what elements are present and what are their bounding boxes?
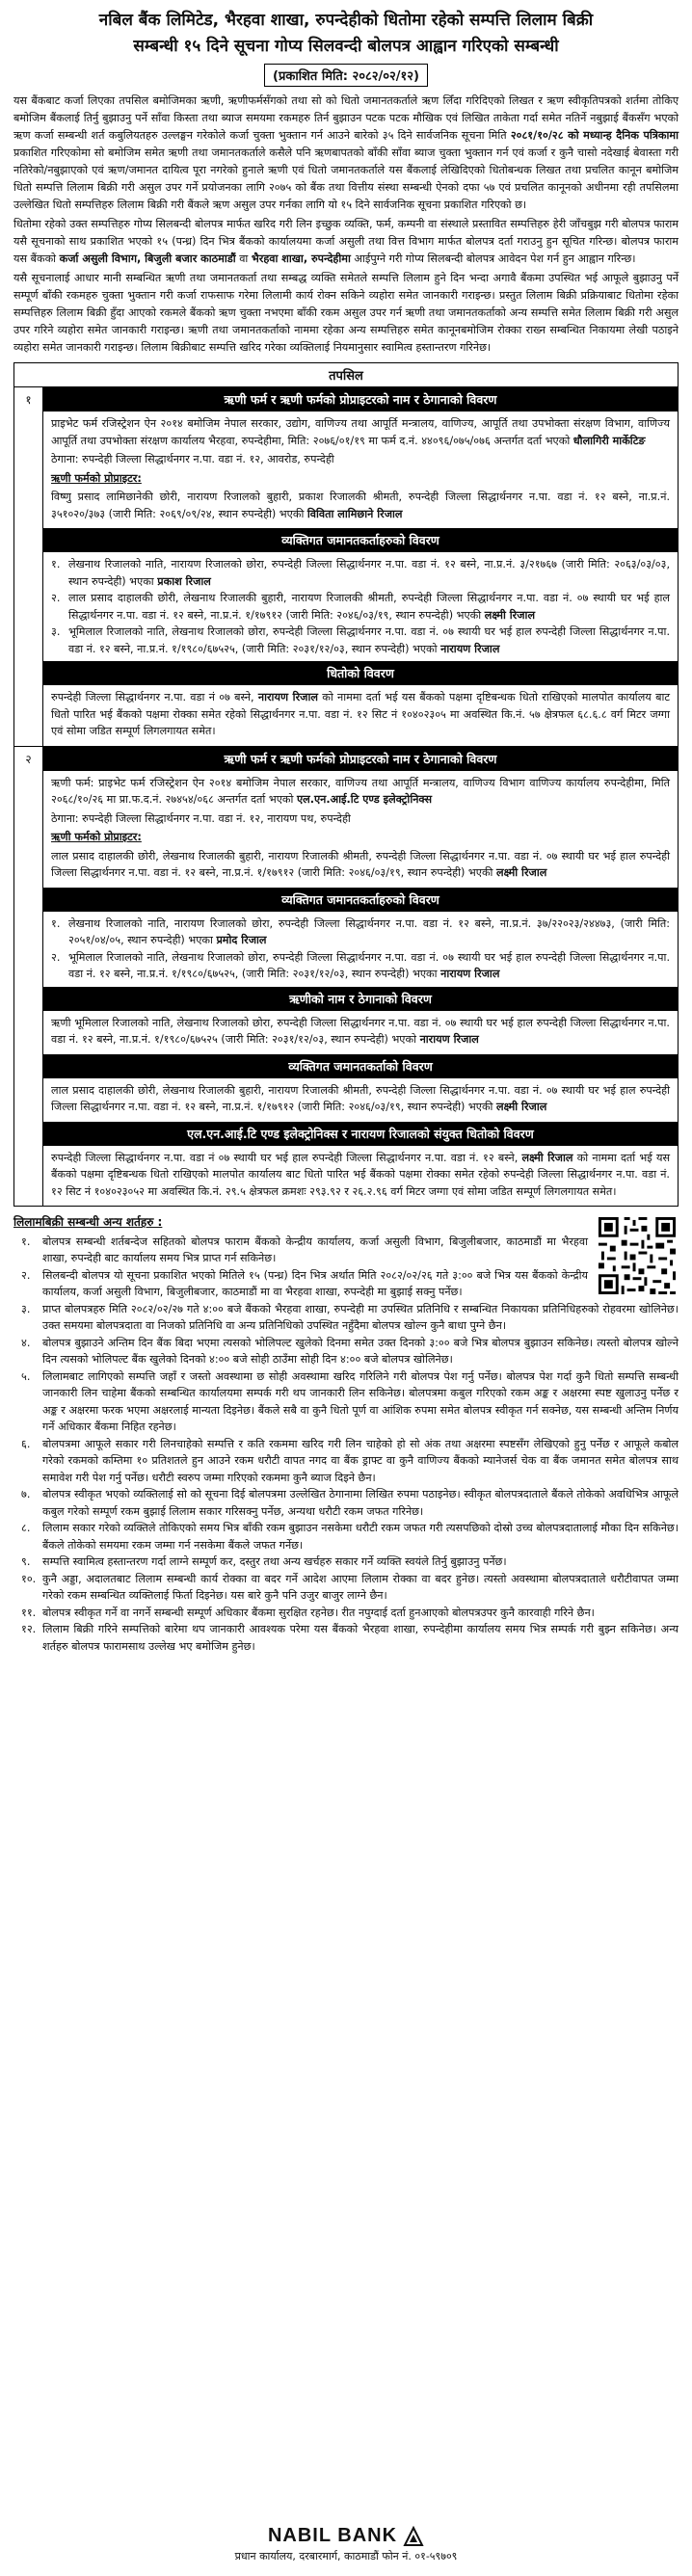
term-text: लिलाम सकार गरेको व्यक्तिले तोकिएको समय भित्र बाँकी रकम बुझाउन नसकेमा धरौटी रकम जफत गरी त्यसपछिको दोस्रो उच्च बोलपत्रदातालाई मौका दिन सकिनेछ। बैंकले तोकेको समयमा रकम जम्मा गर्न नसकेमा बैंकले जफत गर्नेछ। [42,1522,679,1552]
guarantor-item [51,916,670,949]
term-item [13,1301,679,1335]
term-number: १२. [21,1623,37,1635]
term-number: ३. [21,1302,31,1315]
proprietor-text: लाल प्रसाद दाहालकी छोरी, लेखनाथ रिजालकी बुहारी, नारायण रिजालकी श्रीमती, रुपन्देही जिल्ला सिद्धार्थनगर न.पा. वडा नं. ०७ स्थायी घर भई हाल रुपन्देही जिल्ला सिद्धार्थनगर न.पा. वडा नं. १२ बस्ने, ना.प्र.नं. १/१७९१२ (जारी मिति: २०४६/०३/१९, स्थान रुपन्देही) भएकी [51,849,670,879]
collateral-details [43,685,678,746]
term-text: सिलबन्दी बोलपत्र यो सूचना प्रकाशित भएको मितिले १५ (पन्ध्र) दिन भित्र अर्थात मिति २०८२/०२/२६ गते ३:०० बजे भित्र यस बैंकको केन्द्रीय कार्यालय, कर्जा असुली विभाग, बिजुलीबजार, काठमाडौं मा वा भैरहवा शाखा, रुपन्देही मा बुझाई सक्नु पर्नेछ। [42,1268,588,1298]
term-number: ४. [21,1336,31,1349]
group-serial: १ [14,387,43,746]
guarantor-name: लक्ष्मी रिजाल [484,608,536,622]
intro-p1-text: यस बैंकबाट कर्जा लिएका तपसिल बमोजिमका ऋणी, ऋणीफर्मसँगको तथा सो को धितो जमानतकर्ताले ऋण लिँदा गरिदिएको लिखत र ऋण स्वीकृतिपत्रको शर्तमा तोकिए बमोजिम बैंकलाई तिर्नु बुझाउनु पर्ने साँवा किस्ता तथा ब्याज समयमा रकमहरु तिर्न बुझाउन पटक पटक मौखिक एवं लिखित ताकेता गर्दा समेत नतिर्ने नबुझाई बैंकसँग भएको ऋण कर्जा सम्बन्धी शर्त कबुलियतहरु उल्लङ्घन गरेकोले कर्जा चुक्ता भुक्तान गर्न आउने बारेको ३५ दिने सार्वजनिक सूचना मिति [13,94,679,142]
guarantor-number: २. [51,592,61,604]
guarantor-2-details [43,1078,678,1122]
guarantor-name: प्रमोद रिजाल [216,934,267,946]
firm-text: प्राइभेट फर्म रजिस्ट्रेशन ऐन २०१४ बमोजिम नेपाल सरकार, उद्योग, वाणिज्य तथा आपूर्ति मन्त्रालय, वाणिज्य, आपूर्ति तथा उपभोक्ता संरक्षण विभाग, वाणिज्य आपूर्ति तथा उपभोक्ता संरक्षण कार्यालय भैरहवा, रुपन्देहीमा, मिति: २०७६/०१/१९ मा फर्म द.नं. ४४०९६/०७५/०७६ अन्तर्गत दर्ता भएको [51,417,670,447]
term-item [13,1267,588,1301]
firm-address: ठेगाना: रुपन्देही जिल्ला सिद्धार्थनगर न.पा. वडा नं. १२, आवरोड, रुपन्देही [51,453,334,465]
intro-p2-text: धितोमा रहेको उक्त सम्पत्तिहरु गोप्य सिलबन्दी बोलपत्र मार्फत खरिद गरी लिन इच्छुक व्यक्ति, फर्म, कम्पनी वा संस्थाले प्रस्तावित सम्पत्तिहरु हेरी जाँचबुझ गरी बोलपत्र फाराम यसै सूचनाको साथ प्रकाशित भएको १५ (पन्ध्र) दिन भित्र बैंकको कार्यालयमा कर्जा असुली तथा वित्त विभाग मार्फत बोलपत्र दर्ता गराउनु हुन सूचित गरिन्छ। बोलपत्र फाराम यस बैंकको [13,218,679,265]
bank-logo [0,2525,692,2547]
term-text: लिलाम बिक्री गरिने सम्पत्तिको बारेमा थप जानकारी आवश्यक परेमा यस बैंकको भैरहवा शाखा, रुपन्देहीमा कार्यालय समय भित्र सम्पर्क गरी बुझ्न सकिनेछ। अन्य शर्तहरु बोलपत्र फारामसाथ उल्लेख भए बमोजिम हुनेछ। [42,1623,679,1653]
guarantor-text: भूमिलाल रिजालको नाति, लेखनाथ रिजालको छोरा, रुपन्देही जिल्ला सिद्धार्थनगर न.पा. वडा नं. ०७ स्थायी घर भई हाल रुपन्देही जिल्ला सिद्धार्थनगर न.पा. वडा नं. १२ बस्ने, ना.प्र.नं. १/१९८०/६७५२५, (जारी मिति: २०३१/१२/०३, स्थान रुपन्देही) भएका [68,950,670,980]
term-text: बोलपत्र सम्बन्धी शर्तबन्देज सहितको बोलपत्र फाराम बैंकको केन्द्रीय कार्यालय, कर्जा असुली विभाग, बिजुलीबजार, काठमाडौं मा भैरहवा शाखा, रुपन्देही बाट कार्यालय समय भित्र प्राप्त गर्न सकिनेछ। [42,1235,588,1264]
proprietor-name: लक्ष्मी रिजाल [496,866,547,879]
collateral-rest: को नाममा दर्ता भई यस बैंकको पक्षमा दृष्टिबन्धक धितो राखिएको मालपोत कार्यालय बाट धितो पारित भई बैंकको पक्षमा रोक्का समेत रहेको सिद्धार्थनगर न.पा. वडा नं. १२ सिट नं १०४०२३०५ मा अवस्थित कि.नं. ५७ क्षेत्रफल ६८.६.८ वर्ग मिटर जग्गा एवं सोमा जडित सम्पूर्ण लिगलगायत समेत। [51,691,671,737]
intro-p2-rest: आईपुग्ने गरी गोप्य सिलबन्दी बोलपत्र आवेदन पेश गर्न हुन आह्वान गरिन्छ। [354,252,636,265]
term-item [13,1621,679,1655]
joint-collateral-details [43,1146,678,1207]
guarantor-text: भूमिलाल रिजालको नाति, लेखनाथ रिजालको छोरा, रुपन्देही जिल्ला सिद्धार्थनगर न.पा. वडा नं. ०७ स्थायी घर भई हाल रुपन्देही जिल्ला सिद्धार्थनगर न.पा. वडा नं. १२ बस्ने, ना.प्र.नं. १/१९८०/६७५२५, (जारी मिति: २०३१/१२/०३, स्थान रुपन्देही) भएको [68,625,670,655]
term-number: २. [21,1268,31,1282]
section-heading-guarantor-2: व्यक्तिगत जमानतकर्ताको विवरण [43,1054,678,1078]
firm-address: ठेगाना: रुपन्देही जिल्ला सिद्धार्थनगर न.पा. वडा नं. १२, नारायण पथ, रुपन्देही [51,811,351,825]
joint-collateral-text: रुपन्देही जिल्ला सिद्धार्थनगर न.पा. वडा नं ०७ स्थायी घर भई हाल रुपन्देही जिल्ला सिद्धार्थनगर न.पा. वडा नं. १२ बस्ने, [51,1151,519,1164]
term-number: ७. [21,1488,31,1500]
tapsil-group-1 [14,387,678,747]
term-item [13,1571,679,1605]
firm-details [43,771,678,888]
guarantor-text: लेखनाथ रिजालको नाति, नारायण रिजालको छोरा, रुपन्देही जिल्ला सिद्धार्थनगर न.पा. वडा नं. १२ बस्ने, ना.प्र.नं. ३७/२२०२३/२४४७३, (जारी मिति: २०५१/०४/०५, स्थान रुपन्देही) भएका [68,916,670,946]
firm-details [43,412,678,528]
term-text: प्राप्त बोलपत्रहरु मिति २०८२/०२/२७ गते ४:०० बजे बैंकको भैरहवा शाखा, रुपन्देही मा उपस्थित प्रतिनिधि र सम्बन्धित निकायका प्रतिनिधिहरुको रोहवरमा खोलिनेछ। उक्त समयमा बोलपत्रदाता वा निजको प्रतिनिधि वा अन्य प्रतिनिधिको उपस्थित नहुँदैमा बोलपत्र खोल्न कुनै बाधा पुग्ने छैन। [42,1302,679,1332]
term-item [13,1335,679,1368]
intro-p1-bold: २०८१/१०/२८ को मध्यान्ह दैनिक पत्रिकामा [510,129,679,142]
term-number: ९. [21,1555,31,1568]
guarantor-list [43,912,678,987]
tapsil-table [13,362,679,1207]
term-item [13,1486,679,1520]
borrower-text: ऋणी भूमिलाल रिजालको नाति, लेखनाथ रिजालको छोरा, रुपन्देही जिल्ला सिद्धार्थनगर न.पा. वडा नं. ०७ स्थायी घर भई हाल रुपन्देही जिल्ला सिद्धार्थनगर न.पा. वडा नं. १२ बस्ने, ना.प्र.नं. १/१९८०/६७५२५ (जारी मिति: २०३१/१२/०३, स्थान रुपन्देही) भएको [51,1016,670,1046]
notice-title-line-2: सम्बन्धी १५ दिने सूचना गोप्य सिलवन्दी बोलपत्र आह्वान गरिएको सम्बन्धी [133,37,559,56]
guarantor-name: प्रकाश रिजाल [157,574,211,588]
proprietor-label: ऋणी फर्मको प्रोप्राइटर: [51,471,142,485]
terms-title: लिलामबिक्री सम्बन्धी अन्य शर्तहरु : [13,1215,163,1229]
qr-code-icon[interactable] [596,1214,679,1297]
notice-title-line-1: नबिल बैंक लिमिटेड, भैरहवा शाखा, रुपन्देहीको धितोमा रहेको सम्पत्ति लिलाम बिक्री [98,11,594,30]
collateral-owner: नारायण रिजाल [257,691,318,704]
intro-p1-rest: प्रकाशित गरिएकोमा सो बमोजिम समेत ऋणी तथा जमानतकर्ताले कसैले पनि ऋणबापतको बाँकी साँवा ब्याज चुक्ता भुक्तान गर्न एवं कर्जा र कुनै चासो नदेखाई बेवास्ता गरी नतिरेको/नबुझाएको एवं ऋण/जमानत दायित्व पूरा नगरेको हुनाले ऋणी एवं धितो जमानतकर्ताले यस बैंकलाई लेखिदिएको धितोबन्धक लिखत तथा प्रचलित कानून बमोजिम धितो सम्पत्ति लिलाम बिक्री गरी असुल उपर गर्ने प्रयोजनका लागि २०७५ को बैंक तथा वित्तीय संस्था सम्बन्धी ऐनको दफा ५७ एवं प्रचलित कानूनको अधीनमा रही तपसिलमा उल्लेखित धितो सम्पत्तिहरु लिलाम बिक्री गरी बैंकले ऋण असुल उपर गर्नका लागि यो १५ दिने सार्वजनिक सूचना प्रकाशित गरिएको छ। [13,146,679,211]
publish-date: (प्रकाशित मिति: २०८२/०२/१२) [264,64,428,87]
guarantor-name: नारायण रिजाल [440,642,500,655]
guarantor-number: २. [51,950,61,964]
guarantor-text: लेखनाथ रिजालको नाति, नारायण रिजालको छोरा, रुपन्देही जिल्ला सिद्धार्थनगर न.पा. वडा नं. १२ बस्ने, ना.प्र.नं. ३/२१७६७ (जारी मिति: २०६३/०३/०३, स्थान रुपन्देही) भएका [68,558,670,588]
guarantor-number: ३. [51,625,61,638]
firm-text: ऋणी फर्म: प्राइभेट फर्म रजिस्ट्रेशन ऐन २०१४ बमोजिम नेपाल सरकार, वाणिज्य तथा आपूर्ति मन्त्रालय, वाणिज्य विभाग वाणिज्य कार्यालय रुपन्देहीमा, मिति २०६८/१०/२६ मा प्रा.फ.द.नं. २७४५४/०६८ अन्तर्गत दर्ता भएको [51,776,670,806]
term-text: बोलपत्र स्वीकृत गर्ने वा नगर्ने सम्बन्धी सम्पूर्ण अधिकार बैंकमा सुरक्षित रहनेछ। रीत नपुग्दाई दर्ता हुनआएको बोलपत्रउपर कुनै कारवाही गरिने छैन। [42,1606,595,1619]
guarantor-name: नारायण रिजाल [440,968,500,980]
intro-paragraph-2 [13,216,679,268]
nabil-logo-icon [403,2526,424,2547]
tapsil-group-2 [14,747,678,1207]
term-text: कुनै अड्डा, अदालतबाट लिलाम सम्बन्धी कार्य रोक्का वा बदर गर्ने आदेश आएमा लिलाम रोक्का वा बदर हुनेछ। त्यस्तो अवस्थामा बोलपत्रदाताले धरौटीवापत जम्मा गरेको रकम सम्बन्धित व्यक्तिलाई फिर्ता दिइनेछ। यस बारे कुनै पनि उजुर बाजुर लाग्ने छैन। [42,1572,679,1602]
term-number: १. [21,1235,31,1248]
guarantor-text: लाल प्रसाद दाहालकी छोरी, लेखनाथ रिजालकी बुहारी, नारायण रिजालकी श्रीमती, रुपन्देही जिल्ला सिद्धार्थनगर न.पा. वडा नं. ०७ स्थायी घर भई हाल सिद्धार्थनगर न.पा. वडा नं. १२ बस्ने, ना.प्र.नं. १/१७९१२ (जारी मिति: २०४६/०३/१९, स्थान रुपन्देही) भएकी [68,592,670,622]
section-heading-borrower: ऋणीको नाम र ठेगानाको विवरण [43,987,678,1011]
term-item [13,1436,679,1487]
firm-name: धौलागिरी मार्केटिङ [572,434,646,447]
guarantor-number: १. [51,916,61,930]
intro-p2-bold-2: भैरहवा शाखा, रुपन्देहीमा [251,252,351,265]
joint-collateral-rest: को नाममा दर्ता भई यस बैंकको पक्षमा दृष्टिबन्धक धितो राखिएको मालपोत कार्यालय बाट धितो पारित भई बैंकको पक्षमा रोक्का समेत रहेको रुपन्देही जिल्ला सिद्धार्थनगर न.पा. वडा नं. १२ सिट नं १०४०२३०५२ मा अवस्थित कि.नं. २९.५ क्षेत्रफल क्रमशः २९३.९२ र २६.२.९६ वर्ग मिटर जग्गा एवं सोमा जडित सम्पूर्ण लिगलगायत समेत। [51,1151,671,1198]
term-text: बोलपत्र बुझाउने अन्तिम दिन बैंक बिदा भएमा त्यसको भोलिपल्ट खुलेको दिनमा समेत उक्त दिनको ३:०० बजे भित्र बोलपत्र बुझाउन सकिनेछ। त्यस्तो बोलपत्र खोल्ने दिन त्यसको भोलिपल्ट बैंक खुलेको दिनको ४:०० बजे सोही ठाउँमा सोही दिन ४:०० बजे बोलपत्र खोलिनेछ। [42,1336,679,1366]
term-item [13,1520,679,1554]
term-text: बोलपत्र स्वीकृत भएको व्यक्तिलाई सो को सूचना दिई बोलपत्रमा उल्लेखित ठेगानामा लिखित रुपमा पठाइनेछ। स्वीकृत बोलपत्रदाताले बैंकले तोकेको अवधिभित्र आफूले कबुल गरेको सम्पूर्ण रकम बुझाई लिलाम सकार गरिसक्नु पर्नेछ, अन्यथा धरौटी रकम जफत गरिनेछ। [42,1488,679,1518]
term-number: ५. [21,1369,31,1383]
intro-paragraph-1 [13,93,679,214]
guarantor-list [43,552,678,661]
proprietor-label: ऋणी फर्मको प्रोप्राइटर: [51,831,142,843]
intro-section [13,93,679,357]
guarantor-2-text: लाल प्रसाद दाहालकी छोरी, लेखनाथ रिजालकी बुहारी, नारायण रिजालकी श्रीमती, रुपन्देही जिल्ला सिद्धार्थनगर न.पा. वडा नं. ०७ स्थायी घर भई हाल रुपन्देही जिल्ला सिद्धार्थनगर न.पा. वडा नं. १२ बस्ने, ना.प्र.नं. १/१७९१२ (जारी मिति: २०४६/०३/१९, स्थान रुपन्देही) भएकी [51,1083,670,1113]
term-number: ११. [21,1606,37,1619]
section-heading-firm: ऋणी फर्म र ऋणी फर्मको प्रोप्राइटरको नाम र ठेगानाको विवरण [43,747,678,771]
proprietor-text: विष्णु प्रसाद लामिछानेकी छोरी, नारायण रिजालको बुहारी, प्रकाश रिजालकी श्रीमती, रुपन्देही जिल्ला सिद्धार्थनगर न.पा. वडा नं. १२ बस्ने, ना.प्र.नं. ३५१०२०/३७३ (जारी मिति: २०६९/०९/२४, स्थान रुपन्देही) भएकी [51,491,670,520]
terms-section [13,1214,679,1655]
section-heading-guarantors: व्यक्तिगत जमानतकर्ताहरुको विवरण [43,888,678,912]
notice-header [13,8,679,93]
term-item [13,1554,679,1571]
guarantor-item [51,590,670,624]
borrower-details [43,1011,678,1054]
term-number: ८. [21,1522,31,1534]
intro-p2-bold: कर्जा असुली विभाग, बिजुली बजार काठमाडौं [59,252,236,265]
group-serial: २ [14,747,43,1207]
borrower-name: नारायण रिजाल [419,1033,479,1046]
term-text: सम्पत्ति स्वामित्व हस्तान्तरण गर्दा लाग्ने सम्पूर्ण कर, दस्तुर तथा अन्य खर्चहरु सकार गर्ने व्यक्ति स्वयंले तिर्नु बुझाउनु पर्नेछ। [42,1555,507,1568]
joint-collateral-owner: लक्ष्मी रिजाल [521,1151,573,1164]
proprietor-name: विविता लामिछाने रिजाल [306,507,403,520]
bank-name: NABIL BANK [267,2525,398,2546]
section-heading-joint-collateral: एल.एन.आई.टि एण्ड इलेक्ट्रोनिक्स र नारायण रिजालको संयुक्त धितोको विवरण [43,1122,678,1146]
guarantor-number: १. [51,558,61,571]
term-item [13,1234,588,1267]
section-heading-firm: ऋणी फर्म र ऋणी फर्मको प्रोप्राइटरको नाम र ठेगानाको विवरण [43,387,678,412]
term-number: ६. [21,1437,31,1450]
guarantor-item [51,949,670,983]
footer [0,2525,692,2563]
section-heading-guarantors: व्यक्तिगत जमानतकर्ताहरुको विवरण [43,528,678,552]
section-heading-collateral: धितोको विवरण [43,661,678,685]
collateral-text: रुपन्देही जिल्ला सिद्धार्थनगर न.पा. वडा नं ०७ बस्ने, [51,691,254,704]
intro-p2-mid: वा [239,252,249,265]
tapsil-heading: तपसिल [14,363,678,387]
intro-paragraph-3: यसै सूचनालाई आधार मानी सम्बन्धित ऋणी तथा जमानतकर्ता तथा सम्बद्ध व्यक्ति समेतले सम्पत्ति लिलाम हुने दिन भन्दा अगावै बैंकमा उपस्थित भई आफूले बुझाउनु पर्ने सम्पूर्ण बाँकी रकमहरु चुक्ता भुक्तान गरी कर्जा राफसाफ गरेमा लिलामी कार्य रोक्न सकिने व्यहोरा समेत जानकारी गराइन्छ। प्रस्तुत लिलाम बिक्री प्रक्रियाबाट धितोमा रहेका सम्पत्तिहरु लिलाम बिक्री हुँदा आएको रकमले बैंकको ऋण चुक्ता नभएमा बाँकी रकम असुल उपर गर्न ऋणी तथा जमानतकर्ताको अन्य सम्पत्ति समेत लिलाम बिक्री गरी असुल उपर गरिने व्यहोरा समेत जानकारी गराइन्छ। ऋणी तथा जमानतकर्ताको नाममा रहेका अन्य सम्पत्तिहरु समेत कानूनबमोजिम रोक्का राख्न सम्बन्धित निकायमा लेखी पठाइने व्यहोरा समेत जानकारी गराइन्छ। लिलाम बिक्रीबाट सम्पत्ति खरिद गरेका व्यक्तिलाई नियमानुसार स्वामित्व हस्तान्तरण गरिनेछ। [13,272,679,354]
term-number: १०. [21,1572,37,1585]
firm-name: एल.एन.आई.टि एण्ड इलेक्ट्रोनिक्स [296,793,433,806]
term-item [13,1368,679,1436]
term-item [13,1605,679,1622]
head-office-address: प्रधान कार्यालय, दरबारमार्ग, काठमाडौं फोन नं. ०१-५९७०९ [234,2550,458,2563]
term-text: बोलपत्रमा आफूले सकार गरी लिनचाहेको सम्पत्ति र कति रकममा खरिद गरी लिन चाहेको हो सो अंक तथा अक्षरमा स्पष्टसँग लेखिएको हुनु पर्नेछ र आफूले कबोल गरेको रकमको कम्तिमा १० प्रतिशतले हुन आउने रकम धरौटी वापत नगद वा बैंक ड्राफ्ट वा कुनै वाणिज्य बैंकको म्यानेजर्स चेक वा बैंक जमानत समेत बोलपत्र साथ समावेश गरी पेश गर्नु पर्नेछ। धरौटी स्वरुप जम्मा गरिएको रकममा कुनै ब्याज दिइने छैन। [42,1437,679,1484]
term-text: लिलामबाट लागिएको सम्पत्ति जहाँ र जस्तो अवस्थामा छ सोही अवस्थामा खरिद गरिलिने गरी बोलपत्र पेश गर्नु पर्नेछ। बोलपत्र पेश गर्दा कुनै धितो सम्पत्ति सम्बन्धी जानकारी लिन चाहेमा बैंकको सम्बन्धित कार्यालयमा सम्पर्क गरी थप जानकारी लिन सकिनेछ। बोलपत्रमा कबुल गरिएको रकम अङ्क र अक्षरमा स्पष्ट खुलाउनु पर्नेछ र अङ्क र अक्षरमा फरक भएमा अक्षरलाई मान्यता दिइनेछ। बैंकले सबै वा कुनै धितो पूर्ण वा आंशिक रुपमा समेत बोलपत्र स्वीकृत गर्न सक्नेछ, यस सम्बन्धी अन्तिम निर्णय गर्ने अधिकार बैंकमा निहित रहनेछ। [42,1369,679,1433]
guarantor-item [51,624,670,657]
guarantor-item [51,556,670,590]
guarantor-2-name: लक्ष्मी रिजाल [496,1101,547,1113]
